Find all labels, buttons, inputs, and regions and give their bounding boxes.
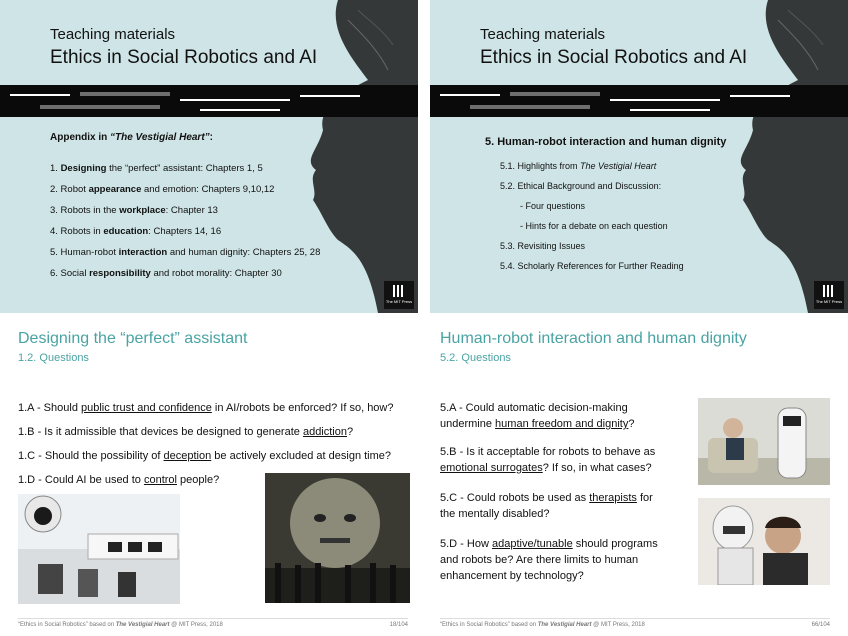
humanoid-robot-hug-photo bbox=[698, 498, 830, 585]
list-item: - Four questions bbox=[520, 201, 586, 211]
list-item bbox=[500, 156, 684, 176]
question-keyword: adaptive/tunable bbox=[491, 538, 573, 550]
question-1b: 1.B - Is it admissible that devices be designed to generate addiction? bbox=[18, 426, 354, 438]
list-item: 5.4. Scholarly References for Further Reading bbox=[500, 261, 684, 271]
appendix-heading bbox=[50, 132, 213, 143]
question-keyword: deception bbox=[163, 450, 212, 462]
slide-title: Human-robot interaction and human dignity bbox=[440, 330, 747, 347]
item-keyword: interaction bbox=[118, 247, 168, 258]
question-keyword: addiction bbox=[302, 426, 347, 438]
slide-footer: “Ethics in Social Robotics” based on The Vestigial Heart @ MIT Press, 2018 66/104 bbox=[440, 618, 830, 628]
surveillance-office-photo bbox=[18, 494, 180, 604]
item-text: the “perfect” assistant: Chapters 1, 5 bbox=[106, 163, 263, 174]
deck-label: Teaching materials bbox=[50, 26, 176, 43]
question-keyword: human freedom and dignity bbox=[495, 418, 629, 430]
question-5b: 5.B - Is it acceptable for robots to behave as emotional surrogates? If so, in what cases? bbox=[440, 446, 656, 474]
slide-footer: “Ethics in Social Robotics” based on The Vestigial Heart @ MIT Press, 2018 18/104 bbox=[18, 618, 408, 628]
slide-title: Designing the “perfect” assistant bbox=[18, 330, 248, 347]
item-text: 4. Robots in bbox=[50, 226, 104, 237]
question-5d: 5.D - How adaptive/tunable should programs and robots be? Are there limits to human enhancement by technology? bbox=[440, 538, 658, 582]
item-text: : Chapters 14, 16 bbox=[148, 226, 222, 237]
question-5c: 5.C - Could robots be used as therapists for the mentally disabled? bbox=[440, 492, 653, 520]
section-outline bbox=[500, 156, 684, 276]
page-number: 66/104 bbox=[811, 622, 830, 628]
list-item: 5.3. Revisiting Issues bbox=[500, 241, 586, 251]
slide-section-5 bbox=[430, 0, 848, 313]
question-keyword: emotional surrogates bbox=[440, 462, 543, 474]
question-keyword: public trust and confidence bbox=[81, 402, 212, 414]
slide-subtitle: 5.2. Questions bbox=[440, 352, 511, 364]
question-keyword: therapists bbox=[589, 492, 637, 504]
question-1c: 1.C - Should the possibility of deception be actively excluded at design time? bbox=[18, 450, 392, 462]
slide-designing-assistant bbox=[0, 318, 418, 636]
robot-companion-photo bbox=[698, 398, 830, 485]
mit-press-logo: The MIT Press bbox=[814, 281, 844, 309]
list-item: - Hints for a debate on each question bbox=[520, 221, 668, 231]
item-text: 1. bbox=[50, 163, 61, 174]
appendix-book-title: “The Vestigial Heart” bbox=[110, 132, 210, 143]
question-keyword: control bbox=[143, 474, 177, 486]
item-text: 5.1. Highlights from bbox=[500, 161, 581, 171]
list-item bbox=[50, 158, 320, 179]
page-number: 18/104 bbox=[389, 622, 408, 628]
list-item bbox=[50, 263, 320, 284]
list-item bbox=[50, 242, 320, 263]
item-text: and emotion: Chapters 9,10,12 bbox=[141, 184, 275, 195]
item-keyword: Designing bbox=[60, 163, 107, 174]
chapter-list bbox=[50, 158, 320, 284]
header-band bbox=[0, 85, 418, 117]
item-text: and human dignity: Chapters 25, 28 bbox=[167, 247, 321, 258]
appendix-prefix: Appendix in bbox=[50, 132, 110, 143]
item-book-title: The Vestigial Heart bbox=[580, 161, 657, 171]
item-text: and robot morality: Chapter 30 bbox=[150, 268, 282, 279]
item-text: 5. Human-robot bbox=[50, 247, 119, 258]
item-text: 3. Robots in the bbox=[50, 205, 120, 216]
deck-title: Ethics in Social Robotics and AI bbox=[50, 47, 318, 68]
item-keyword: workplace bbox=[119, 205, 166, 216]
list-item: 5.2. Ethical Background and Discussion: bbox=[500, 181, 662, 191]
item-keyword: appearance bbox=[88, 184, 142, 195]
question-1d: 1.D - Could AI be used to control people? bbox=[18, 474, 220, 486]
slide-human-dignity bbox=[430, 318, 848, 636]
mit-press-logo: The MIT Press bbox=[384, 281, 414, 309]
list-item bbox=[50, 179, 320, 200]
item-text: : Chapter 13 bbox=[165, 205, 218, 216]
item-keyword: responsibility bbox=[89, 268, 151, 279]
slide-subtitle: 1.2. Questions bbox=[18, 352, 89, 364]
deck-label: Teaching materials bbox=[480, 26, 606, 43]
list-item bbox=[50, 200, 320, 221]
appendix-suffix: : bbox=[209, 132, 214, 143]
deck-title: Ethics in Social Robotics and AI bbox=[480, 47, 748, 68]
list-item bbox=[50, 221, 320, 242]
item-text: 6. Social bbox=[50, 268, 90, 279]
big-brother-screen-photo bbox=[265, 473, 410, 603]
header-band bbox=[430, 85, 848, 117]
section-heading: 5. Human-robot interaction and human dignity bbox=[485, 136, 727, 148]
question-5a: 5.A - Could automatic decision-making undermine human freedom and dignity? bbox=[440, 402, 635, 430]
question-1a: 1.A - Should public trust and confidence in AI/robots be enforced? If so, how? bbox=[18, 402, 394, 414]
item-text: 2. Robot bbox=[50, 184, 89, 195]
slide-appendix bbox=[0, 0, 418, 313]
item-keyword: education bbox=[103, 226, 149, 237]
